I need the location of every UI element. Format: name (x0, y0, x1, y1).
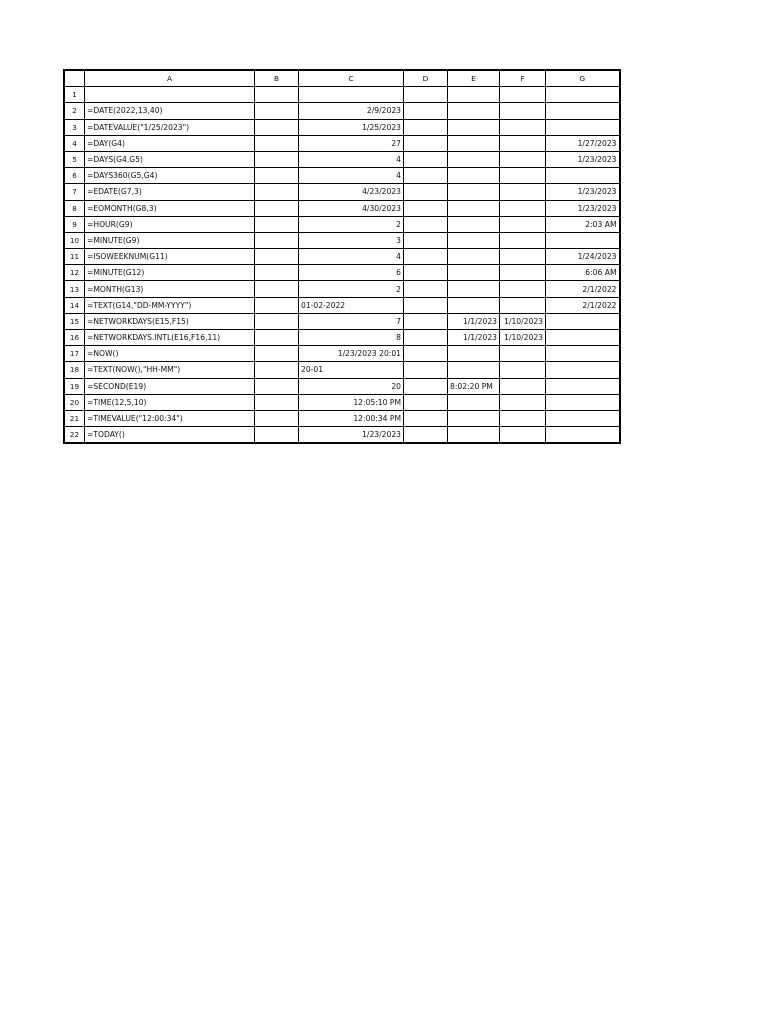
cell-f12[interactable] (500, 265, 546, 281)
cell-d5[interactable] (404, 151, 448, 167)
cell-b9[interactable] (255, 216, 299, 232)
cell-a3[interactable]: =DATEVALUE("1/25/2023") (85, 119, 255, 135)
row-header[interactable]: 16 (64, 330, 85, 346)
column-header-c[interactable]: C (299, 70, 404, 87)
table-row (64, 232, 620, 248)
cell-f13[interactable] (500, 281, 546, 297)
cell-b19[interactable] (255, 378, 299, 394)
cell-e5[interactable] (448, 151, 500, 167)
cell-a9[interactable]: =HOUR(G9) (85, 216, 255, 232)
cell-e17[interactable] (448, 346, 500, 362)
table-row (64, 151, 620, 167)
cell-d1[interactable] (404, 87, 448, 103)
cell-c22[interactable]: 1/23/2023 (299, 427, 404, 444)
cell-e20[interactable] (448, 394, 500, 410)
cell-a13[interactable]: =MONTH(G13) (85, 281, 255, 297)
table-row (64, 135, 620, 151)
cell-a18[interactable]: =TEXT(NOW(),"HH-MM") (85, 362, 255, 378)
cell-d21[interactable] (404, 410, 448, 426)
cell-g22[interactable] (546, 427, 620, 444)
cell-d8[interactable] (404, 200, 448, 216)
cell-d3[interactable] (404, 119, 448, 135)
cell-d19[interactable] (404, 378, 448, 394)
table-row (64, 346, 620, 362)
cell-a19[interactable]: =SECOND(E19) (85, 378, 255, 394)
cell-d6[interactable] (404, 168, 448, 184)
cell-b16[interactable] (255, 330, 299, 346)
cell-c20[interactable]: 12:05:10 PM (299, 394, 404, 410)
row-header[interactable]: 15 (64, 313, 85, 329)
cell-a5[interactable]: =DAYS(G4,G5) (85, 151, 255, 167)
table-row (64, 184, 620, 200)
cell-a21[interactable]: =TIMEVALUE("12:00:34") (85, 410, 255, 426)
cell-f19[interactable] (500, 378, 546, 394)
row-header[interactable]: 9 (64, 216, 85, 232)
column-header-g[interactable]: G (546, 70, 620, 87)
cell-g11[interactable]: 1/24/2023 (546, 249, 620, 265)
cell-a1[interactable] (85, 87, 255, 103)
cell-g6[interactable] (546, 168, 620, 184)
cell-c15[interactable]: 7 (299, 313, 404, 329)
cell-e4[interactable] (448, 135, 500, 151)
cell-f6[interactable] (500, 168, 546, 184)
cell-c5[interactable]: 4 (299, 151, 404, 167)
cell-b5[interactable] (255, 151, 299, 167)
row-header[interactable]: 10 (64, 232, 85, 248)
cell-c11[interactable]: 4 (299, 249, 404, 265)
cell-f5[interactable] (500, 151, 546, 167)
cell-g3[interactable] (546, 119, 620, 135)
cell-a16[interactable]: =NETWORKDAYS.INTL(E16,F16,11) (85, 330, 255, 346)
cell-d11[interactable] (404, 249, 448, 265)
cell-b7[interactable] (255, 184, 299, 200)
cell-e10[interactable] (448, 232, 500, 248)
cell-b13[interactable] (255, 281, 299, 297)
cell-f7[interactable] (500, 184, 546, 200)
row-header[interactable]: 11 (64, 249, 85, 265)
table-row (64, 313, 620, 329)
corner-cell[interactable] (64, 70, 85, 87)
cell-b21[interactable] (255, 410, 299, 426)
cell-b11[interactable] (255, 249, 299, 265)
cell-f10[interactable] (500, 232, 546, 248)
table-row (64, 249, 620, 265)
cell-d10[interactable] (404, 232, 448, 248)
cell-d2[interactable] (404, 103, 448, 119)
cell-e15[interactable]: 1/1/2023 (448, 313, 500, 329)
table-row (64, 427, 620, 444)
cell-g7[interactable]: 1/23/2023 (546, 184, 620, 200)
cell-b3[interactable] (255, 119, 299, 135)
cell-b12[interactable] (255, 265, 299, 281)
cell-a17[interactable]: =NOW() (85, 346, 255, 362)
cell-a10[interactable]: =MINUTE(G9) (85, 232, 255, 248)
table-row (64, 281, 620, 297)
table-row (64, 103, 620, 119)
cell-f21[interactable] (500, 410, 546, 426)
cell-b14[interactable] (255, 297, 299, 313)
cell-e13[interactable] (448, 281, 500, 297)
cell-e18[interactable] (448, 362, 500, 378)
row-header[interactable]: 13 (64, 281, 85, 297)
cell-g16[interactable] (546, 330, 620, 346)
cell-e7[interactable] (448, 184, 500, 200)
cell-b8[interactable] (255, 200, 299, 216)
cell-f1[interactable] (500, 87, 546, 103)
cell-d18[interactable] (404, 362, 448, 378)
cell-g20[interactable] (546, 394, 620, 410)
table-row (64, 87, 620, 103)
cell-g1[interactable] (546, 87, 620, 103)
cell-e11[interactable] (448, 249, 500, 265)
cell-g4[interactable]: 1/27/2023 (546, 135, 620, 151)
column-header-f[interactable]: F (500, 70, 546, 87)
cell-e3[interactable] (448, 119, 500, 135)
cell-f20[interactable] (500, 394, 546, 410)
cell-c3[interactable]: 1/25/2023 (299, 119, 404, 135)
table-row (64, 265, 620, 281)
cell-g14[interactable]: 2/1/2022 (546, 297, 620, 313)
cell-f18[interactable] (500, 362, 546, 378)
cell-g9[interactable]: 2:03 AM (546, 216, 620, 232)
cell-e8[interactable] (448, 200, 500, 216)
row-header[interactable]: 1 (64, 87, 85, 103)
cell-e19[interactable]: 8:02:20 PM (448, 378, 500, 394)
table-row (64, 330, 620, 346)
cell-e9[interactable] (448, 216, 500, 232)
row-header[interactable]: 22 (64, 427, 85, 444)
cell-a12[interactable]: =MINUTE(G12) (85, 265, 255, 281)
row-header[interactable]: 17 (64, 346, 85, 362)
cell-d9[interactable] (404, 216, 448, 232)
cell-b17[interactable] (255, 346, 299, 362)
cell-d12[interactable] (404, 265, 448, 281)
cell-f17[interactable] (500, 346, 546, 362)
cell-c18[interactable]: 20-01 (299, 362, 404, 378)
cell-e1[interactable] (448, 87, 500, 103)
row-header[interactable]: 8 (64, 200, 85, 216)
cell-a20[interactable]: =TIME(12,5,10) (85, 394, 255, 410)
cell-d13[interactable] (404, 281, 448, 297)
table-row (64, 297, 620, 313)
cell-f4[interactable] (500, 135, 546, 151)
table-row (64, 378, 620, 394)
cell-b22[interactable] (255, 427, 299, 444)
row-header[interactable]: 12 (64, 265, 85, 281)
column-header-d[interactable]: D (404, 70, 448, 87)
row-header[interactable]: 3 (64, 119, 85, 135)
cell-c4[interactable]: 27 (299, 135, 404, 151)
table-row (64, 200, 620, 216)
cell-g12[interactable]: 6:06 AM (546, 265, 620, 281)
table-row (64, 119, 620, 135)
row-header[interactable]: 5 (64, 151, 85, 167)
cell-f3[interactable] (500, 119, 546, 135)
cell-d16[interactable] (404, 330, 448, 346)
row-header[interactable]: 14 (64, 297, 85, 313)
cell-e2[interactable] (448, 103, 500, 119)
cell-c2[interactable]: 2/9/2023 (299, 103, 404, 119)
cell-b15[interactable] (255, 313, 299, 329)
cell-g19[interactable] (546, 378, 620, 394)
cell-g15[interactable] (546, 313, 620, 329)
cell-f22[interactable] (500, 427, 546, 444)
cell-c17[interactable]: 1/23/2023 20:01 (299, 346, 404, 362)
table-row (64, 394, 620, 410)
row-header[interactable]: 19 (64, 378, 85, 394)
cell-g18[interactable] (546, 362, 620, 378)
row-header[interactable]: 4 (64, 135, 85, 151)
cell-g5[interactable]: 1/23/2023 (546, 151, 620, 167)
cell-g17[interactable] (546, 346, 620, 362)
cell-d17[interactable] (404, 346, 448, 362)
cell-d22[interactable] (404, 427, 448, 444)
cell-c1[interactable] (299, 87, 404, 103)
cell-d4[interactable] (404, 135, 448, 151)
cell-d14[interactable] (404, 297, 448, 313)
cell-b2[interactable] (255, 103, 299, 119)
cell-c14[interactable]: 01-02-2022 (299, 297, 404, 313)
cell-a4[interactable]: =DAY(G4) (85, 135, 255, 151)
table-row (64, 362, 620, 378)
cell-b20[interactable] (255, 394, 299, 410)
cell-b4[interactable] (255, 135, 299, 151)
cell-d15[interactable] (404, 313, 448, 329)
column-header-a[interactable]: A (85, 70, 255, 87)
cell-g13[interactable]: 2/1/2022 (546, 281, 620, 297)
cell-a2[interactable]: =DATE(2022,13,40) (85, 103, 255, 119)
column-header-b[interactable]: B (255, 70, 299, 87)
cell-a11[interactable]: =ISOWEEKNUM(G11) (85, 249, 255, 265)
cell-e12[interactable] (448, 265, 500, 281)
row-header[interactable]: 20 (64, 394, 85, 410)
cell-a7[interactable]: =EDATE(G7,3) (85, 184, 255, 200)
cell-c7[interactable]: 4/23/2023 (299, 184, 404, 200)
cell-f8[interactable] (500, 200, 546, 216)
column-header-row (64, 70, 620, 87)
cell-g21[interactable] (546, 410, 620, 426)
cell-f2[interactable] (500, 103, 546, 119)
cell-a8[interactable]: =EOMONTH(G8,3) (85, 200, 255, 216)
cell-f16[interactable]: 1/10/2023 (500, 330, 546, 346)
spreadsheet-table (63, 69, 621, 444)
cell-c6[interactable]: 4 (299, 168, 404, 184)
cell-a14[interactable]: =TEXT(G14,"DD-MM-YYYY") (85, 297, 255, 313)
row-header[interactable]: 7 (64, 184, 85, 200)
row-header[interactable]: 18 (64, 362, 85, 378)
cell-e22[interactable] (448, 427, 500, 444)
cell-b10[interactable] (255, 232, 299, 248)
cell-g8[interactable]: 1/23/2023 (546, 200, 620, 216)
cell-f14[interactable] (500, 297, 546, 313)
table-row (64, 168, 620, 184)
cell-b18[interactable] (255, 362, 299, 378)
cell-b1[interactable] (255, 87, 299, 103)
cell-c16[interactable]: 8 (299, 330, 404, 346)
cell-e6[interactable] (448, 168, 500, 184)
cell-d20[interactable] (404, 394, 448, 410)
cell-f15[interactable]: 1/10/2023 (500, 313, 546, 329)
cell-d7[interactable] (404, 184, 448, 200)
cell-g10[interactable] (546, 232, 620, 248)
row-header[interactable]: 6 (64, 168, 85, 184)
table-row (64, 216, 620, 232)
cell-c8[interactable]: 4/30/2023 (299, 200, 404, 216)
cell-c19[interactable]: 20 (299, 378, 404, 394)
cell-f9[interactable] (500, 216, 546, 232)
row-header[interactable]: 2 (64, 103, 85, 119)
spreadsheet-body (64, 87, 620, 444)
cell-f11[interactable] (500, 249, 546, 265)
cell-e14[interactable] (448, 297, 500, 313)
cell-g2[interactable] (546, 103, 620, 119)
cell-a15[interactable]: =NETWORKDAYS(E15,F15) (85, 313, 255, 329)
cell-e21[interactable] (448, 410, 500, 426)
cell-b6[interactable] (255, 168, 299, 184)
cell-c13[interactable]: 2 (299, 281, 404, 297)
cell-c21[interactable]: 12:00:34 PM (299, 410, 404, 426)
cell-a6[interactable]: =DAYS360(G5,G4) (85, 168, 255, 184)
cell-c12[interactable]: 6 (299, 265, 404, 281)
cell-c9[interactable]: 2 (299, 216, 404, 232)
cell-c10[interactable]: 3 (299, 232, 404, 248)
table-row (64, 410, 620, 426)
row-header[interactable]: 21 (64, 410, 85, 426)
cell-a22[interactable]: =TODAY() (85, 427, 255, 444)
column-header-e[interactable]: E (448, 70, 500, 87)
cell-e16[interactable]: 1/1/2023 (448, 330, 500, 346)
